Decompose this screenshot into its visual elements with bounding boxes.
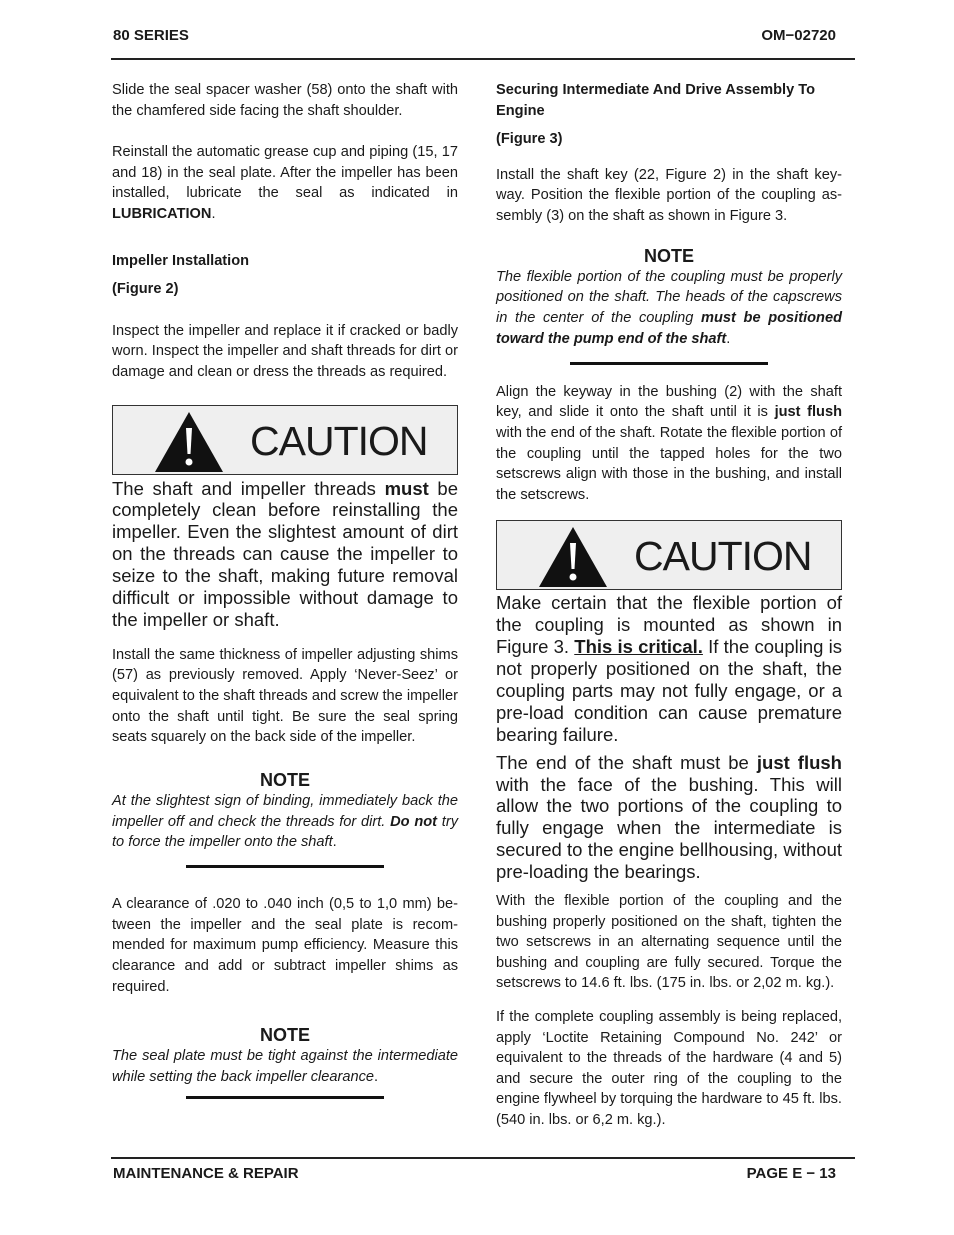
paragraph: A clearance of .020 to .040 inch (0,5 to 1,0 mm) between the impeller and the seal plate is recommended for maximum pump efficiency. Measure this clearance and add or subtract impeller shims as required. [112,896,458,995]
caution-box [112,405,458,475]
header-series: 80 SERIES [113,27,189,44]
right-column [496,80,842,1131]
footer-rule [111,1157,855,1159]
section-heading: Impeller Installation [112,252,250,269]
caution-box [496,520,842,590]
note-title: NOTE [259,1025,310,1046]
note-title: NOTE [643,245,694,266]
header-doc-number: OM−02720 [761,27,836,44]
warning-triangle-icon [537,525,609,589]
note-title: NOTE [259,769,310,790]
figure-reference: (Figure 2) [112,281,179,298]
paragraph: Install the shaft key (22, Figure 2) in the shaft keyway. Position the flexible portion of the coupling assembly (3) on the shaft as shown in Figure 3. [496,166,842,224]
caution-label: CAUTION [634,533,812,580]
paragraph: If the complete coupling assembly is being replaced, apply ‘Loctite Retaining Compound No. 242’ or equivalent to the threads of the hardware (4 and 5) and secure the outer ring of the coupling to the engine flywheel by torquing the hardware to 45 ft. lbs. (540 in. lbs. or 6,2 m. kg.). [496,1009,842,1129]
note-text: The flexible portion of the coupling must be properly positioned on the shaft. The heads of the capscrews in the center of the coupling must be positioned toward the pump end of the shaft. [496,268,842,347]
page-header [113,27,836,44]
caution-text: Make certain that the flexible portion of the coupling is mounted as shown in Figure 3. This is critical. If the coupling is not properly positioned on the shaft, the coupling parts may not fully engage, or a pre-load condition can cause premature bearing failure. [496,592,842,745]
paragraph: Install the same thickness of impeller adjusting shims (57) as previously removed. Apply ‘Never-Seez’ or equivalent to the shaft threads and screw the impeller onto the shaft until tight. Be sure the seal spring seats squarely on the back side of the impeller. [112,646,458,746]
paragraph: Reinstall the automatic grease cup and piping (15, 17 and 18) in the seal plate. After the impeller has been installed, lubricate the seal as indicated in LUBRICATION. [112,144,458,222]
figure-reference: (Figure 3) [496,131,563,148]
caution-label: CAUTION [250,417,428,464]
caution-text: The end of the shaft must be just flush with the face of the bushing. This will allow the two portions of the coupling to fully engage when the intermediate is secured to the engine bellhousing, without pre-loading the bearings. [496,751,842,883]
paragraph: Inspect the impeller and replace it if cracked or badly worn. Inspect the impeller and shaft threads for dirt or damage and clean or dress the threads as required. [112,322,458,380]
section-heading: Securing Intermediate And Drive Assembly To Engine [496,82,815,119]
header-rule [111,58,855,60]
paragraph: With the flexible portion of the coupling and the bushing properly positioned on the shaft, tighten the two setscrews in an alternating sequence until the bushing and coupling are fully secured. Torque the setscrews to 14.6 ft. lbs. (175 in. lbs. or 2,02 m. kg.). [496,893,842,992]
warning-triangle-icon [153,410,225,474]
footer-page-number: PAGE E − 13 [746,1165,836,1182]
paragraph: Align the keyway in the bushing (2) with the shaft key, and slide it onto the shaft until it is just flush with the end of the shaft. Rotate the flexible portion of the coupling until the tapped holes for the two setscrews align with those in the bushing, and install the setscrews. [496,383,842,503]
footer-section: MAINTENANCE & REPAIR [113,1165,299,1182]
caution-text: The shaft and impeller threads must be completely clean before reinstalling the impeller. Even the slightest amount of dirt on the threads can cause the impeller to seize to the shaft, making future removal difficult or impossible without damage to the impeller or shaft. [112,477,459,630]
note-text: The seal plate must be tight against the intermediate while setting the back impeller clearance. [112,1048,458,1085]
left-column [112,80,458,1099]
page-footer [113,1165,836,1182]
paragraph: Slide the seal spacer washer (58) onto the shaft with the chamfered side facing the shaft shoulder. [112,82,458,119]
note-rule [186,1096,384,1099]
note-text: At the slightest sign of binding, immediately back the impeller off and check the threads for dirt. Do not try to force the impeller onto the shaft. [112,792,458,851]
